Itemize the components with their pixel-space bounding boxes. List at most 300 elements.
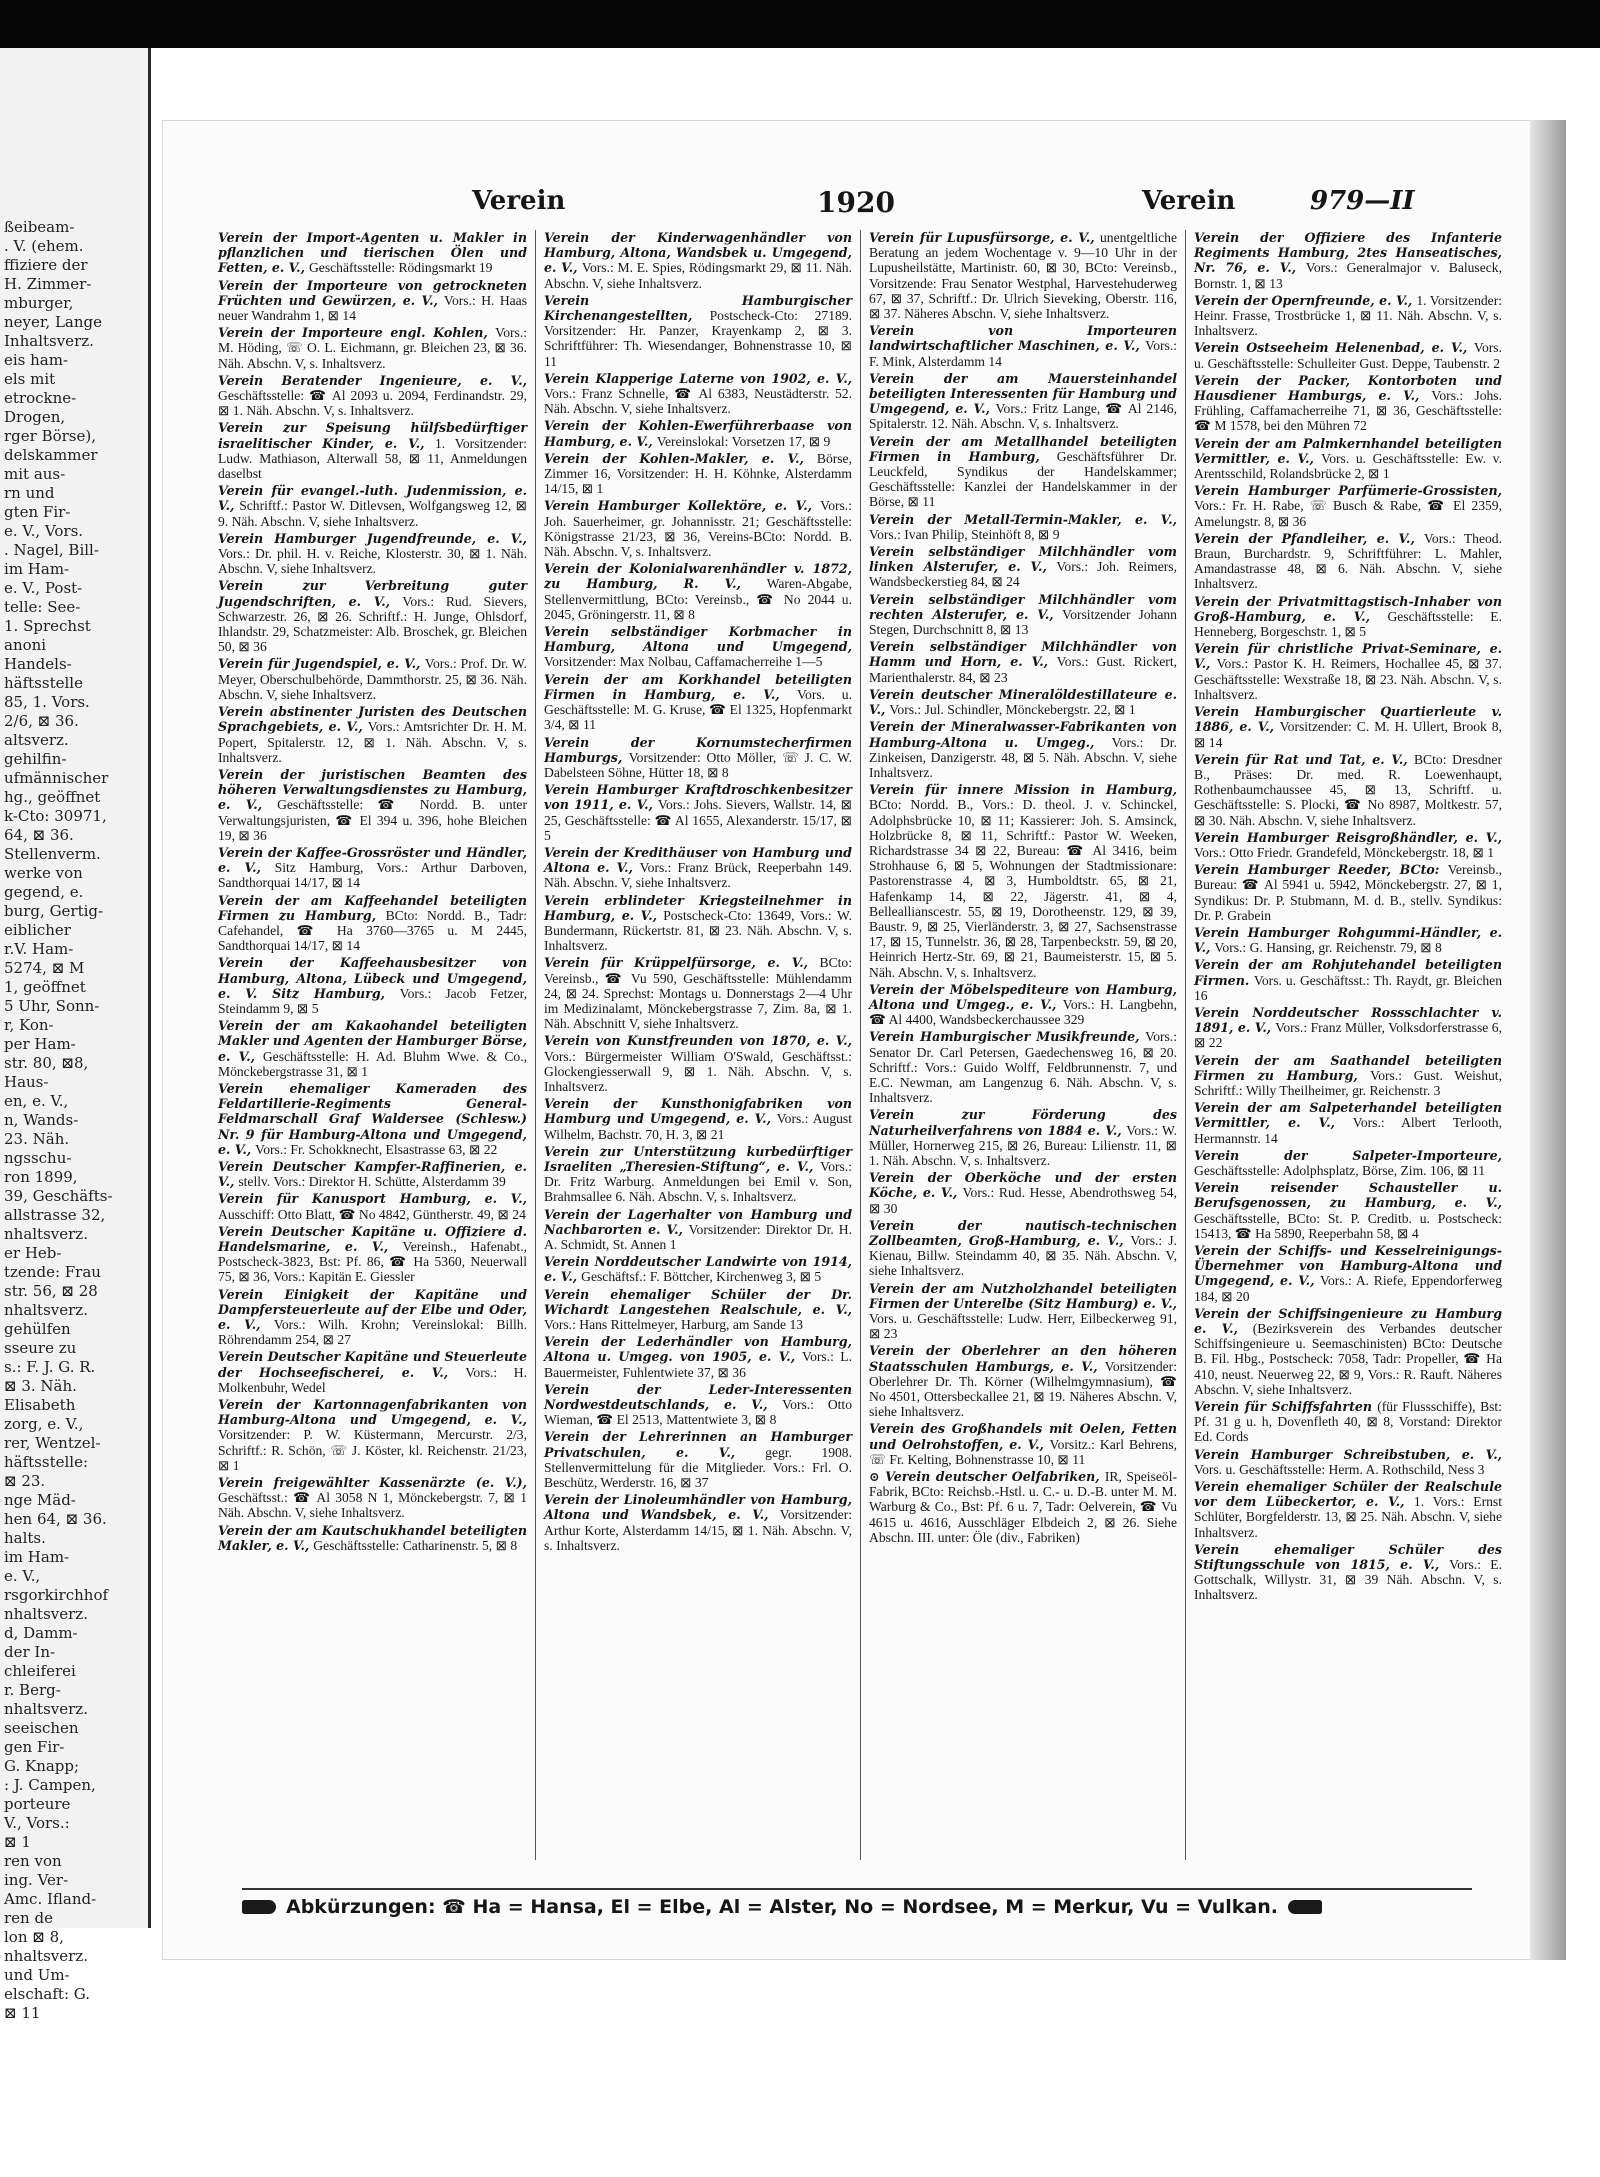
entry-details: BCto: Nordd. B., Tadr: Cafehandel, ☎ Ha 3760—3765 u. M 2445, Sandthorquai 14/17, ⊠ 14	[218, 907, 527, 954]
previous-page-fragment: tzende: Frau	[4, 1263, 101, 1281]
entry-details: Vors.: Rud. Hesse, Abendrothsweg 54, ⊠ 30	[869, 1185, 1177, 1216]
previous-page-fragment: r. Berg-	[4, 1681, 61, 1699]
entry-name: Verein Hamburger Schreibstuben, e. V.,	[1194, 1446, 1502, 1462]
entry-name: Verein Hamburger Reisgroßhändler, e. V.,	[1194, 829, 1502, 845]
entry-name: Verein der Metall-Termin-Makler, e. V.,	[869, 511, 1177, 527]
directory-entry	[1194, 925, 1502, 955]
directory-columns	[210, 230, 1510, 1860]
entry-details: BCto: Vereinsb., ☎ Vu 590, Geschäftsstelle: Mühlendamm 24, ⊠ 24. Sprechst: Montags u. Donnerstags 2—4 Uhr im Medizinalamt, Mönckebergstrasse 7, Zim. 8a, ⊠ 1. Näh. Abschnitt V, siehe Inhaltsverz.	[544, 955, 852, 1032]
entry-details: Geschäftsstelle: H. Ad. Bluhm Wwe. & Co., Mönckebergstrasse 31, ⊠ 1	[218, 1048, 527, 1079]
entry-details: 1. Vorsitzender: Ludw. Mathiason, Alterwall 58, ⊠ 11, Anmeldungen daselbst	[218, 435, 528, 482]
entry-name: Verein Hamburgischer Kirchenangestellten,	[544, 292, 852, 324]
previous-page-edge	[0, 48, 151, 2022]
entry-details: Vors.: Theod. Braun, Burchardstr. 9, Schriftführer: L. Mahler, Amandastrasse 48, ⊠ 6. Näh. Abschn. V, siehe Inhaltsverz.	[1194, 530, 1502, 592]
previous-page-fragment: ren de	[4, 1909, 53, 1927]
entry-details: Vors.: Albert Terlooth, Hermannstr. 14	[1194, 1115, 1502, 1146]
entry-name: Verein freigewählter Kassenärzte (e. V.),	[218, 1475, 527, 1491]
entry-details: Vors.: Johs. Sievers, Wallstr. 14, ⊠ 25, Geschäftsstelle: ☎ Al 1655, Alexanderstr. 15/17, ⊠ 5	[544, 797, 852, 843]
entry-details: Vereinsh., Hafenabt., Postscheck-3823, Bst: Pf. 86, ☎ Ha 5360, Neuerwall 75, ⊠ 36, Vors.: Kapitän E. Giessler	[218, 1239, 527, 1285]
previous-page-fragment: nhaltsverz.	[4, 1700, 88, 1718]
previous-page-fragment: der In-	[4, 1643, 56, 1661]
directory-entry	[544, 845, 852, 891]
previous-page-fragment: s.: F. J. G. R.	[4, 1358, 96, 1376]
directory-entry	[1194, 1053, 1502, 1099]
entry-name: Verein der Offiziere des Infanterie Regiments Hamburg, 2tes Hanseatisches, Nr. 76, e. V.,	[1194, 230, 1502, 276]
entry-details: Vors.: Generalmajor v. Baluseck, Bornstr. 1, ⊠ 13	[1194, 260, 1502, 291]
directory-entry	[869, 687, 1177, 717]
entry-details: Vors.: Gust. Weishut, Schriftf.: Willy Theilheimer, gr. Reichenstr. 3	[1194, 1067, 1502, 1098]
entry-details: 1. Vors.: Ernst Schlüter, Borgfelderstr. 13, ⊠ 25. Näh. Abschn. V, siehe Inhaltsverz.	[1194, 1494, 1502, 1540]
previous-page-fragment: gehilfin-	[4, 750, 67, 768]
entry-details: Geschäftsstelle: E. Henneberg, Borgeschstr. 1, ⊠ 5	[1194, 608, 1502, 640]
directory-entry	[1194, 293, 1502, 339]
entry-name: Verein der Privatmittagstisch-Inhaber von Groß-Hamburg, e. V.,	[1194, 593, 1502, 624]
directory-entry	[544, 893, 852, 954]
previous-page-fragment: r.V. Ham-	[4, 940, 74, 958]
entry-details: Vorsitz.: Karl Behrens, ☏ Fr. Kelting, Bohnenstrasse 10, ⊠ 11	[869, 1436, 1177, 1467]
running-head-left: Verein	[472, 186, 566, 216]
previous-page-fragment: nhaltsverz.	[4, 1605, 88, 1623]
entry-name: Verein der Kredithäuser von Hamburg und Altona e. V.,	[544, 844, 852, 876]
previous-page-fragment: ⊠ 3. Näh.	[4, 1377, 77, 1395]
previous-page-fragment: e. V., Post-	[4, 579, 83, 597]
entry-name: Verein der am Kautschukhandel beteiligten Makler, e. V.,	[218, 1522, 527, 1553]
directory-entry	[869, 1421, 1177, 1467]
previous-page-fragment: d, Damm-	[4, 1624, 78, 1642]
previous-page-fragment: n, Wands-	[4, 1111, 79, 1129]
entry-name: Verein der am Korkhandel beteiligten Firmen in Hamburg, e. V.,	[544, 671, 852, 702]
previous-page-fragment: 64, ⊠ 36.	[4, 826, 74, 844]
entry-details: Vors.: Ivan Philip, Steinhöft 8, ⊠ 9	[869, 526, 1060, 542]
entry-name: Verein der Kornumstecherfirmen Hamburgs,	[544, 734, 852, 765]
directory-entry	[218, 531, 527, 577]
directory-entry	[1194, 1180, 1502, 1241]
entry-name: Verein für Kanusport Hamburg, e. V.,	[218, 1191, 527, 1207]
directory-entry	[869, 1281, 1177, 1342]
directory-entry	[869, 719, 1177, 780]
directory-entry	[544, 371, 852, 417]
previous-page-fragment: delskammer	[4, 446, 98, 464]
directory-entry	[869, 1469, 1177, 1545]
directory-entry	[544, 672, 852, 733]
entry-name: Verein selbständiger Korbmacher in Hamburg, Altona und Umgegend,	[544, 624, 852, 655]
previous-page-fragment: porteure	[4, 1795, 71, 1813]
directory-entry	[218, 483, 527, 529]
entry-details: Vorsitzender: Oberlehrer Dr. Th. Körner (Wilhelmgymnasium), ☎ No 4501, Ottersbeckallee 21, ⊠ 19. Näheres Abschn. V, siehe Inhaltsverz.	[869, 1358, 1177, 1420]
directory-entry	[1194, 957, 1502, 1003]
entry-details: Vorsitzender: Direktor Dr. H. A. Schmidt, St. Annen 1	[544, 1221, 853, 1252]
entry-name: Verein der Salpeter-Importeure,	[1194, 1147, 1502, 1163]
entry-details: Vereinslokal: Vorsetzen 17, ⊠ 9	[656, 433, 831, 449]
entry-details: Vors.: Johs. Frühling, Caffamacherreihe 71, ⊠ 36, Geschäftsstelle: ☎ M 1578, bei den Mühren 72	[1194, 388, 1502, 434]
directory-entry	[218, 845, 527, 891]
entry-details: Geschäftsf.: F. Böttcher, Kirchenweg 3, ⊠ 5	[581, 1269, 822, 1285]
directory-entry	[218, 278, 527, 324]
previous-page-fragment: 1. Sprechst	[4, 617, 91, 635]
entry-name: Verein für evangel.-luth. Judenmission, e. V.,	[218, 483, 527, 514]
previous-page-fragment: hg., geöffnet	[4, 788, 101, 806]
entry-name: Verein Klapperige Laterne von 1902, e. V.,	[544, 370, 852, 386]
entry-details: Vors.: Rud. Sievers, Schwarzestr. 26, ⊠ 26. Schriftf.: H. Junge, Ohlsdorf, Ihlandstr. 29, Schatzmeister: Alb. Broschek, gr. Bleichen 50, ⊠ 36	[218, 593, 527, 655]
previous-page-fragment: ⊠ 11	[4, 2004, 41, 2022]
directory-entry	[1194, 704, 1502, 750]
directory-entry	[218, 893, 527, 954]
previous-page-fragment: er Heb-	[4, 1244, 62, 1262]
entry-name: Verein Hamburgischer Musikfreunde,	[869, 1029, 1140, 1045]
previous-page-fragment: telle: See-	[4, 598, 81, 616]
previous-page-fragment: werke von	[4, 864, 83, 882]
entry-details: Vors.: Franz Brück, Reeperbahn 149. Näh. Abschn. V, siehe Inhaltsverz.	[544, 860, 852, 891]
running-head	[162, 186, 1550, 222]
previous-page-fragment: nhaltsverz.	[4, 1947, 88, 1965]
directory-entry	[1194, 1447, 1502, 1477]
previous-page-fragment: im Ham-	[4, 560, 70, 578]
directory-entry	[1194, 1243, 1502, 1304]
previous-page-fragment: : J. Campen,	[4, 1776, 96, 1794]
entry-details: Vors.: M. Höding, ☏ O. L. Eichmann, gr. Bleichen 23, ⊠ 36. Näh. Abschn. V, s. Inhaltsverz.	[218, 325, 527, 371]
entry-details: Vors. u. Geschäftsstelle: Herm. A. Rothschild, Ness 3	[1194, 1461, 1485, 1477]
previous-page-fragment: per Ham-	[4, 1035, 76, 1053]
previous-page-fragment: . Nagel, Bill-	[4, 541, 99, 559]
entry-name: Verein Norddeutscher Landwirte von 1914, e. V.,	[544, 1254, 852, 1285]
previous-page-fragment: elschaft: G.	[4, 1985, 90, 2003]
previous-page-fragment: str. 80, ⊠8,	[4, 1054, 89, 1072]
directory-entry	[1194, 1306, 1502, 1397]
directory-entry	[1194, 830, 1502, 860]
directory-entry	[544, 1382, 852, 1428]
directory-entry	[869, 1170, 1177, 1216]
entry-name: Verein ehemaliger Kameraden des Feldartillerie-Regiments General-Feldmarschall Graf Waldersee (Schlesw.) Nr. 9 für Hamburg-Altona und Umgegend, e. V.,	[218, 1080, 527, 1157]
entry-details: Vors.: Otto Friedr. Grandefeld, Mönckebergstr. 18, ⊠ 1	[1194, 844, 1495, 860]
previous-page-fragment: ufmännischer	[4, 769, 109, 787]
previous-page-fragment: eiblicher	[4, 921, 71, 939]
previous-page-fragment: k-Cto: 30971,	[4, 807, 107, 825]
entry-details: Vors.: Dr. Fritz Warburg. Anmeldungen bei Emil v. Son, Brahmsallee 6. Näh. Abschn. V, s. Inhaltsverz.	[544, 1158, 852, 1205]
previous-page-fragment: hen 64, ⊠ 36.	[4, 1510, 107, 1528]
entry-details: Geschäftsstelle: Catharinenstr. 5, ⊠ 8	[313, 1537, 518, 1553]
directory-entry	[869, 434, 1177, 510]
previous-page-fragment: Handels-	[4, 655, 72, 673]
previous-page-fragment: seeischen	[4, 1719, 79, 1737]
entry-details: Vors.: Fritz Lange, ☎ Al 2146, Spitalerstr. 12. Näh. Abschn. V, s. Inhaltsverz.	[869, 401, 1178, 432]
previous-page-fragment: gen Fir-	[4, 1738, 65, 1756]
entry-details: gegr. 1908. Stellenvermittelung für die Mitglieder. Vors.: Frl. O. Beschütz, Werderstr. 16, ⊠ 37	[544, 1444, 852, 1491]
entry-name: Verein der Packer, Kontorboten und Hausdiener Hamburgs, e. V.,	[1194, 372, 1502, 404]
entry-details: Vors.: Franz Schnelle, ☎ Al 6383, Neustädterstr. 52. Näh. Abschn. V, siehe Inhaltsverz.	[544, 386, 852, 417]
previous-page-fragment: 5 Uhr, Sonn-	[4, 997, 100, 1015]
previous-page-fragment: allstrasse 32,	[4, 1206, 106, 1224]
directory-entry	[869, 639, 1177, 685]
previous-page-fragment: lon ⊠ 8,	[4, 1928, 64, 1946]
entry-details: Geschäftsführer Dr. Leuckfeld, Syndikus der Handelskammer; Geschäftsstelle: Kanzlei der Handelskammer in der Börse, ⊠ 11	[869, 448, 1177, 510]
entry-details: Ausschiff: Otto Blatt, ☎ No 4842, Güntherstr. 49, ⊠ 24	[218, 1206, 526, 1222]
previous-page-fragment: rn und	[4, 484, 55, 502]
entry-details: (für Flussschiffe), Bst: Pf. 31 g u. h, Dovenfleth 40, ⊠ 8, Vorstand: Direktor Ed. Cords	[1194, 1399, 1502, 1445]
entry-details: Vors.: Prof. Dr. W. Meyer, Oberschulbehörde, Dammthorstr. 25, ⊠ 36. Näh. Abschn. V, siehe Inhaltsverz.	[218, 656, 527, 702]
entry-name: Verein der nautisch-technischen Zollbeamten, Groß-Hamburg, e. V.,	[869, 1217, 1177, 1248]
entry-details: 1. Vorsitzender: Heinr. Frasse, Trostbrücke 1, ⊠ 11. Näh. Abschn. V, s. Inhaltsverz.	[1194, 292, 1503, 339]
previous-page-fragment: e. V.,	[4, 1567, 41, 1585]
entry-details: Vors.: Jacob Fetzer, Steindamm 9, ⊠ 5	[218, 985, 527, 1016]
directory-entry	[544, 498, 852, 559]
entry-name: Verein Hamburger Kraftdroschkenbesitzer von 1911, e. V.,	[544, 782, 852, 813]
entry-details: Postscheck-Cto: 27189. Vorsitzender: Hr. Panzer, Krayenkamp 2, ⊠ 3. Schriftführer: Th. Wiesendanger, Bohnenstrasse 10, ⊠ 11	[544, 308, 852, 369]
directory-entry	[218, 1018, 527, 1079]
entry-name: Verein Hamburger Jugendfreunde, e. V.,	[218, 530, 527, 546]
directory-entry	[218, 656, 527, 702]
entry-name: Verein der Oberlehrer an den höheren Staatsschulen Hamburgs, e. V.,	[869, 1343, 1177, 1374]
directory-entry	[1194, 862, 1502, 923]
entry-name: Verein der Kohlen-Ewerführerbaase von Hamburg, e. V.,	[544, 418, 852, 449]
entry-name: Verein der Schiffs- und Kesselreinigungs-Übernehmer von Hamburg-Altona und Umgegend, e. V.,	[1194, 1243, 1502, 1289]
directory-page	[162, 120, 1550, 1960]
previous-page-fragment: gehülfen	[4, 1320, 71, 1338]
previous-page-fragment: ßeibeam-	[4, 218, 75, 236]
entry-name: Verein Norddeutscher Rossschlachter v. 1891, e. V.,	[1194, 1004, 1502, 1036]
previous-page-fragment: ron 1899,	[4, 1168, 78, 1186]
previous-page-fragment: zorg, e. V.,	[4, 1415, 84, 1433]
directory-entry	[1194, 641, 1502, 702]
previous-page-fragment: Stellenverm.	[4, 845, 101, 863]
entry-details: Vorsitzender: Max Nolbau, Caffamacherreihe 1—5	[544, 654, 823, 670]
entry-details: Vors.: Senator Dr. Carl Petersen, Gaedechensweg 16, ⊠ 20. Schriftf.: Vors.: Guido Wolff, Feldbrunnenstr. 7, und E.C. Newman, am Langenzug 6. Näh. Abschn. V, s. Inhaltsverz.	[869, 1029, 1177, 1106]
directory-entry	[1194, 1399, 1502, 1445]
directory-entry	[218, 1224, 527, 1285]
previous-page-fragment: eis ham-	[4, 351, 69, 369]
entry-details: Vors.: H. Langbehn, ☎ Al 4400, Wandsbeckerchaussee 329	[869, 996, 1177, 1028]
entry-details: Vors.: Wilh. Krohn; Vereinslokal: Billh. Röhrendamm 254, ⊠ 27	[218, 1317, 527, 1348]
previous-page-fragment: r, Kon-	[4, 1016, 54, 1034]
directory-entry	[1194, 594, 1502, 640]
directory-entry	[218, 1349, 527, 1395]
directory-entry	[544, 230, 852, 291]
entry-details: Vors.: Pastor K. H. Reimers, Hochallee 45, ⊠ 37. Geschäftsstelle: Wexstraße 18, ⊠ 23. Näh. Abschn. V, s. Inhaltsverz.	[1194, 656, 1502, 702]
entry-name: Verein erblindeter Kriegsteilnehmer in Hamburg, e. V.,	[544, 892, 852, 923]
entry-details: Vors. u. Geschäftsstelle: Ew. v. Arentsschild, Rolandsbrücke 2, ⊠ 1	[1194, 450, 1502, 482]
directory-entry	[544, 1429, 852, 1490]
entry-name: Verein zur Verbreitung guter Jugendschriften, e. V.,	[218, 578, 527, 609]
previous-page-fragment: 2/6, ⊠ 36.	[4, 712, 79, 730]
entry-name: Verein der Lederhändler von Hamburg, Altona u. Umgeg. von 1905, e. V.,	[544, 1334, 852, 1365]
entry-name: Verein Beratender Ingenieure, e. V.,	[218, 372, 527, 388]
entry-name: Verein der Leder-Interessenten Nordwestdeutschlands, e. V.,	[544, 1381, 852, 1413]
previous-page-fragment: gegend, e.	[4, 883, 84, 901]
directory-entry	[218, 1287, 527, 1348]
entry-name: Verein selbständiger Milchhändler von Hamm und Horn, e. V.,	[869, 639, 1177, 670]
entry-details: Vors.: W. Müller, Hornerweg 215, ⊠ 26, Bureau: Lilienstr. 11, ⊠ 1. Näh. Abschn. V, s. Inhaltsverz.	[869, 1122, 1177, 1168]
entry-details: (Bezirksverein des Verbandes deutscher Schiffsingenieure u. Seemaschinisten) BCto: Deutsche B. Fil. Hbg., Postscheck: 7058, Tadr: Propeller, ☎ Ha 410, neust. Neuerweg 22, ⊠ 9, Vors.: R. Rauft. Näheres Abschn. V, siehe Inhaltsverz.	[1194, 1321, 1502, 1397]
directory-entry	[544, 782, 852, 843]
entry-name: Verein der Mineralwasser-Fabrikanten von Hamburg-Altona u. Umgeg.,	[869, 719, 1177, 750]
entry-name: Verein der am Palmkernhandel beteiligten Vermittler, e. V.,	[1194, 435, 1502, 466]
previous-page-fragment: ren von	[4, 1852, 62, 1870]
entry-details: Vors.: Joh. Sauerheimer, gr. Johannisstr. 21; Geschäftsstelle: Königstrasse 21/23, ⊠ 36, Vereins-BCto: Nordd. B. Näh. Abschn. V, s. Inhaltsverz.	[544, 498, 852, 560]
directory-entry	[1194, 531, 1502, 592]
directory-entry	[869, 230, 1177, 321]
entry-name: Verein reisender Schausteller u. Berufsgenossen, zu Hamburg, e. V.,	[1194, 1180, 1502, 1211]
entry-details: Vorsitzender: Arthur Korte, Alsterdamm 14/15, ⊠ 1. Näh. Abschn. V, s. Inhaltsverz.	[544, 1507, 853, 1553]
directory-entry	[544, 293, 852, 369]
directory-entry	[544, 1096, 852, 1142]
entry-name: Verein abstinenter Juristen des Deutschen Sprachgebiets, e. V.,	[218, 704, 527, 735]
directory-entry	[544, 1144, 852, 1205]
directory-entry	[869, 323, 1177, 369]
entry-name: Verein für Rat und Tat, e. V.,	[1194, 751, 1408, 767]
entry-details: Vors. u. Geschäftsst.: Th. Raydt, gr. Bleichen 16	[1194, 972, 1502, 1003]
entry-details: Vors.: August Wilhelm, Bachstr. 70, H. 3, ⊠ 21	[544, 1111, 852, 1142]
previous-page-fragment: ffiziere der	[4, 256, 88, 274]
entry-name: Verein der Kolonialwarenhändler v. 1872, zu Hamburg, R. V.,	[544, 561, 852, 592]
entry-details: Vors.: G. Hansing, gr. Reichenstr. 79, ⊠ 8	[1214, 940, 1442, 956]
previous-page-fragment: neyer, Lange	[4, 313, 102, 331]
entry-details: Vors.: Bürgermeister William O'Swald, Geschäftsst.: Glockengiesserwall 9, ⊠ 1. Näh. Abschn. V, s. Inhaltsverz.	[544, 1048, 852, 1094]
entry-name: Verein der am Nutzholzhandel beteiligten Firmen der Unterelbe (Sitz Hamburg) e. V.,	[869, 1280, 1177, 1311]
column-3	[860, 230, 1185, 1860]
entry-name: Verein ehemaliger Schüler der Realschule vor dem Lübeckertor, e. V.,	[1194, 1479, 1502, 1510]
entry-name: Verein von Kunstfreunden von 1870, e. V.,	[544, 1033, 852, 1049]
directory-entry	[869, 592, 1177, 638]
entry-name: Verein Deutscher Kampfer-Raffinerien, e. V.,	[218, 1158, 527, 1190]
entry-name: Verein der Importeure von getrockneten Früchten und Gewürzen, e. V.,	[218, 277, 527, 308]
entry-details: Geschäftsstelle: Adolphsplatz, Börse, Zim. 106, ⊠ 11	[1194, 1162, 1486, 1178]
directory-entry	[869, 1107, 1177, 1168]
directory-entry	[218, 1397, 527, 1473]
entry-name: Verein deutscher Mineralöldestillateure e. V.,	[869, 686, 1177, 718]
directory-entry	[544, 1492, 852, 1553]
entry-name: Verein der Möbelspediteure von Hamburg, Altona und Umgeg., e. V.,	[869, 981, 1177, 1012]
directory-entry	[544, 1033, 852, 1094]
entry-details: Vors. u. Geschäftsstelle: Schulleiter Gust. Deppe, Taubenstr. 2	[1194, 340, 1502, 371]
entry-name: Verein zur Unterstützung kurbedürftiger Israeliten „Theresien-Stiftung“, e. V.,	[544, 1143, 852, 1174]
entry-name: Verein Hamburger Parfümerie-Grossisten,	[1194, 483, 1502, 499]
directory-entry	[544, 1287, 852, 1333]
directory-entry	[544, 1254, 852, 1284]
previous-page-fragment: 1, geöffnet	[4, 978, 86, 996]
previous-page-fragment: els mit	[4, 370, 56, 388]
directory-entry	[544, 561, 852, 622]
entry-details: Sitz Hamburg, Vors.: Arthur Darboven, Sandthorquai 14/17, ⊠ 14	[218, 860, 527, 891]
directory-entry	[869, 512, 1177, 542]
entry-details: Postscheck-Cto: 13649, Vors.: W. Bundermann, Rückertstr. 81, ⊠ 23. Näh. Abschn. V, s. Inhaltsverz.	[544, 907, 852, 954]
directory-entry	[544, 1334, 852, 1380]
entry-details: Vors.: A. Riefe, Eppendorferweg 184, ⊠ 20	[1194, 1273, 1502, 1304]
previous-page-fragments	[0, 48, 148, 2023]
previous-page-fragment: gten Fir-	[4, 503, 71, 521]
directory-entry	[1194, 483, 1502, 529]
previous-page-fragment: burg, Gertig-	[4, 902, 104, 920]
directory-entry	[1194, 1479, 1502, 1540]
previous-page-fragment: mit aus-	[4, 465, 66, 483]
entry-name: Verein der Lagerhalter von Hamburg und Nachbarorten e. V.,	[544, 1206, 852, 1237]
entry-details: BCto: Nordd. B., Vors.: D. theol. J. v. Schinckel, Adolphsbrücke 10, ⊠ 11; Kassierer: Joh. S. Amsinck, Holzbrücke 8, ⊠ 11, Schriftf.: Pastor W. Weeken, Richardstrasse 34 ⊠ 22, Bureau: ☎ Al 3416, beim Strohhause 6, ⊠ 5, Wohnungen der Stadtmissionare: Pastorenstrasse 4, ⊠ 3, Humboldtstr. 65, ⊠ 21, Hafenkamp 14, ⊠ 22, Jägerstr. 41, ⊠ 4, Belleallianscestr. 55, ⊠ 19, Dorotheenstr. 129, ⊠ 39, Baustr. 9, ⊠ 25, Vierländerstr. 3, ⊠ 27, Sachsenstrasse 17, ⊠ 15, Tunnelstr. 36, ⊠ 28, Tarpenbeckstr. 59, ⊠ 20, Heinrich Hertz-Str. 69, ⊠ 21, Baumeisterstr. 15, ⊠ 5. Näh. Abschn. V, s. Inhaltsverz.	[869, 797, 1177, 980]
directory-entry	[218, 767, 527, 843]
entry-details: Vors.: Franz Müller, Volksdorferstrasse 6, ⊠ 22	[1194, 1020, 1502, 1051]
directory-entry	[1194, 1148, 1502, 1178]
entry-name: Verein der Linoleumhändler von Hamburg, Altona und Wandsbek, e. V.,	[544, 1492, 852, 1523]
previous-page-fragment: häftsstelle:	[4, 1453, 89, 1471]
entry-details: Vereinsb., Bureau: ☎ Al 5941 u. 5942, Mönckebergstr. 27, ⊠ 1, Syndikus: Dr. P. Stubmann, M. d. B., stellv. Syndikus: Dr. P. Grabein	[1194, 862, 1502, 923]
previous-page-fragment: en, e. V.,	[4, 1092, 69, 1110]
entry-details: Vors.: Gust. Rickert, Marienthalerstr. 84, ⊠ 23	[869, 654, 1177, 685]
directory-entry	[544, 735, 852, 781]
directory-entry	[218, 325, 527, 371]
entry-details: BCto: Dresdner B., Präses: Dr. med. R. Loewenhaupt, Rothenbaumchaussee 45, ⊠ 13, Schriftf. u. Geschäftsstelle: S. Plocki, ☎ No 8987, Moltkestr. 57, ⊠ 30. Näh. Abschn. V, siehe Inhaltsverz.	[1194, 751, 1502, 828]
directory-entry	[218, 1159, 527, 1189]
previous-page-fragment: nge Mäd-	[4, 1491, 76, 1509]
entry-details: Börse, Zimmer 16, Vorsitzender: H. H. Köhnke, Alsterdamm 14/15, ⊠ 1	[544, 450, 852, 497]
entry-details: Vors.: Hans Rittelmeyer, Harburg, am Sande 13	[544, 1317, 804, 1333]
previous-page-fragment: G. Knapp;	[4, 1757, 80, 1775]
previous-page-fragment: 5274, ⊠ M	[4, 959, 85, 977]
directory-entry	[1194, 1005, 1502, 1051]
previous-page-fragment: etrockne-	[4, 389, 77, 407]
entry-details: Vors.: H. Molkenbuhr, Wedel	[218, 1364, 528, 1395]
entry-name: Verein Einigkeit der Kapitäne und Dampfersteuerleute auf der Elbe und Oder, e. V.,	[218, 1286, 527, 1333]
entry-name: Verein Ostseeheim Helenenbad, e. V.,	[1194, 340, 1468, 356]
entry-details: Vors. u. Geschäftsstelle: Ludw. Herr, Eilbeckerweg 91, ⊠ 23	[869, 1311, 1177, 1342]
directory-entry	[218, 1081, 527, 1157]
directory-entry	[544, 955, 852, 1031]
previous-page-fragment: . V. (ehem.	[4, 237, 84, 255]
column-4	[1185, 230, 1510, 1860]
previous-page-fragment: mburger,	[4, 294, 74, 312]
entry-details: Geschäftsstelle: ☎ Nordd. B. unter Verwaltungsjuristen, ☎ El 394 u. 396, hohe Bleichen 19, ⊠ 36	[218, 797, 527, 843]
previous-page-fragment: rger Börse),	[4, 427, 97, 445]
entry-name: Verein der Import-Agenten u. Makler in pflanzlichen und tierischen Ölen und Fetten, e. V.,	[218, 230, 527, 276]
entry-name: Verein der Kinderwagenhändler von Hamburg, Altona, Wandsbek u. Umgegend, e. V.,	[544, 230, 852, 276]
entry-name: Verein für innere Mission in Hamburg,	[869, 782, 1177, 798]
entry-details: Vorsitzender: C. M. H. Ullert, Brook 8, ⊠ 14	[1194, 719, 1502, 750]
column-1	[210, 230, 535, 1860]
entry-details: Vors.: M. E. Spies, Rödingsmarkt 29, ⊠ 11. Näh. Abschn. V, siehe Inhaltsverz.	[544, 260, 852, 291]
previous-page-fragment: chleiferei	[4, 1662, 76, 1680]
entry-name: Verein der Kohlen-Makler, e. V.,	[544, 450, 804, 466]
entry-name: Verein der am Salpeterhandel beteiligten Vermittler, e. V.,	[1194, 1100, 1502, 1131]
directory-entry	[544, 1207, 852, 1253]
entry-details: Geschäftsst.: ☎ Al 3058 N 1, Mönckebergstr. 7, ⊠ 1 Näh. Abschn. V, siehe Inhaltsverz.	[218, 1490, 527, 1521]
entry-name: Verein Hamburger Kollektöre, e. V.,	[544, 498, 812, 514]
directory-entry	[869, 371, 1177, 432]
previous-page-fragment: altsverz.	[4, 731, 69, 749]
previous-page-fragment: rsgorkirchhof	[4, 1586, 109, 1604]
previous-page-fragment: und Um-	[4, 1966, 70, 1984]
directory-entry	[218, 578, 527, 654]
directory-entry	[218, 1191, 527, 1221]
entry-details: unentgeltliche Beratung an jedem Wochentage v. 9—10 Uhr in der Lupusheilstätte, Martinistr. 60, ⊠ 30, BCto: Vereinsb., Vorsitzende: Frau Senator Westphal, Harvestehuderweg 67, ⊠ 37, Schriftf.: Dr. Ulrich Sieveking, Oberstr. 116, ⊠ 37. Näheres Abschn. V, siehe Inhaltsverz.	[869, 230, 1177, 322]
column-2	[535, 230, 860, 1860]
previous-page-fragment: sseure zu	[4, 1339, 77, 1357]
previous-page-fragment: ing. Ver-	[4, 1871, 69, 1889]
previous-page-fragment: im Ham-	[4, 1548, 70, 1566]
previous-page-fragment: 23. Näh.	[4, 1130, 70, 1148]
entry-details: Vors.: Joh. Reimers, Wandsbeckerstieg 84, ⊠ 24	[869, 559, 1177, 590]
scan-border-top	[0, 0, 1600, 48]
directory-entry	[869, 1218, 1177, 1279]
previous-page-fragment: ngsschu-	[4, 1149, 72, 1167]
directory-entry	[1194, 436, 1502, 482]
directory-entry	[1194, 230, 1502, 291]
entry-name: Verein der am Saathandel beteiligten Firmen zu Hamburg,	[1194, 1052, 1502, 1083]
directory-entry	[1194, 373, 1502, 434]
entry-details: IR, Speiseöl-Fabrik, BCto: Reichsb.-Hstl. u. C.- u. D.-B. unter M. M. Warburg & Co., Bst: Pf. 6 u. 7, Tadr: Oelverein, ☎ Vu 4615 u. 4616, Ausschläger Elbdeich 2, ⊠ 26. Siehe Abschn. III. unter: Öle (div., Fabriken)	[869, 1469, 1178, 1545]
entry-name: Verein für Krüppelfürsorge, e. V.,	[544, 955, 809, 971]
entry-name: Verein Deutscher Kapitäne u. Offiziere d. Handelsmarine, e. V.,	[218, 1223, 527, 1254]
previous-page-fragment: Elisabeth	[4, 1396, 76, 1414]
directory-entry	[218, 704, 527, 765]
entry-details: Vors.: Otto Wieman, ☎ El 2513, Mattentwiete 3, ⊠ 8	[544, 1397, 852, 1428]
entry-name: Verein der am Kaffeehandel beteiligten Firmen zu Hamburg,	[218, 892, 527, 923]
previous-page-fragment: Haus-	[4, 1073, 49, 1091]
